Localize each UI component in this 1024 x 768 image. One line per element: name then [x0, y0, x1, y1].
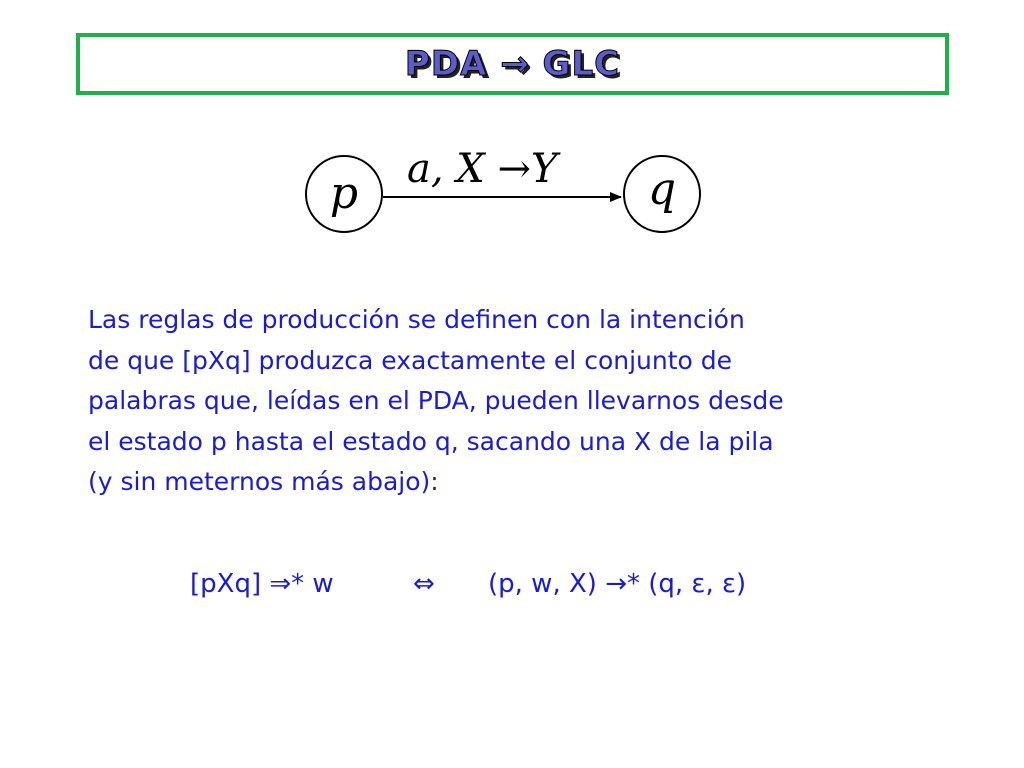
- state-p-label: p: [329, 168, 359, 219]
- paragraph-line: (y sin meternos más abajo):: [88, 467, 439, 496]
- paragraph-line: el estado p hasta el estado q, sacando una X de la pila: [88, 426, 774, 456]
- paragraph-line: Las reglas de producción se definen con la intención: [88, 305, 745, 334]
- formula-iff-symbol: ⇔: [413, 569, 435, 599]
- paragraph-line: palabras que, leídas en el PDA, pueden llevarnos desde: [88, 386, 784, 415]
- transition-label: a, X →Y: [407, 146, 558, 192]
- formula-left: [pXq] ⇒* w: [190, 569, 334, 599]
- formula-right: (p, w, X) →* (q, ε, ε): [488, 569, 747, 599]
- paragraph-line: de que [pXq] produzca exactamente el conjunto de: [88, 345, 733, 375]
- slide-title: PDA → GLC: [404, 44, 621, 84]
- state-q-label: q: [647, 164, 677, 215]
- explanation-paragraph: [88, 300, 968, 503]
